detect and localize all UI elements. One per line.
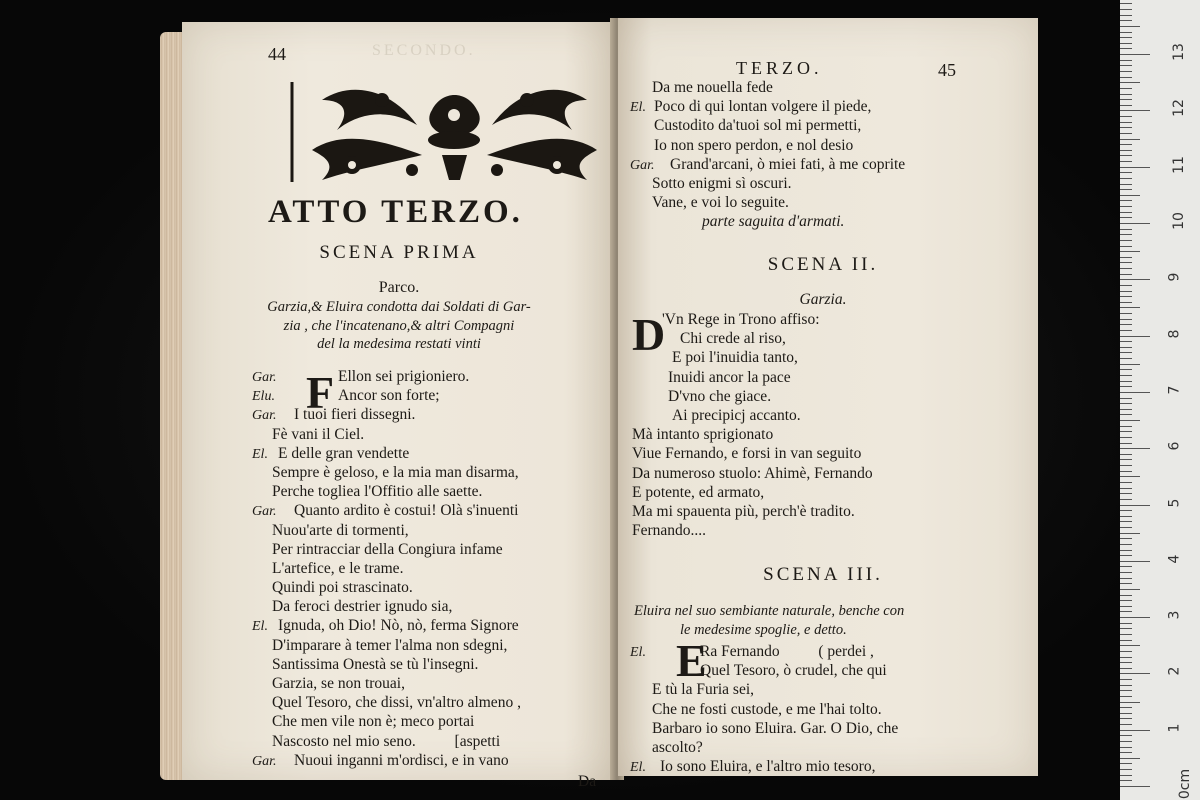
ruler-tick — [1120, 409, 1132, 410]
dialogue-line — [630, 680, 898, 699]
speaker: Elu. — [252, 389, 275, 405]
dialogue-block — [630, 642, 898, 776]
ruler-tick — [1120, 443, 1132, 444]
dialogue-line — [252, 521, 521, 540]
stage-direction — [630, 212, 905, 231]
ruler-tick — [1120, 88, 1132, 89]
ruler-tick — [1120, 657, 1132, 658]
line-text: Nascosto nel mio seno. [aspetti — [272, 732, 501, 750]
left-page-number: 44 — [268, 44, 286, 64]
ruler-tick — [1120, 313, 1132, 314]
line-text: parte saguita d'armati. — [702, 213, 845, 231]
ruler-tick — [1120, 786, 1150, 787]
ruler-tick — [1120, 707, 1132, 708]
right-page — [618, 18, 1038, 776]
ruler-tick — [1120, 718, 1132, 719]
dialogue-line — [252, 425, 521, 444]
ruler-tick — [1120, 533, 1140, 534]
ruler-label: 4 — [1166, 554, 1183, 564]
line-text: ascolto? — [652, 738, 703, 756]
ruler-tick — [1120, 651, 1132, 652]
ruler-tick — [1120, 82, 1140, 83]
line-text: Ra Fernando ( perdei , — [700, 643, 874, 660]
line-text: Ellon sei prigioniero. — [338, 368, 470, 385]
drop-capital: E — [676, 635, 707, 686]
ruler-tick — [1120, 448, 1150, 449]
ruler-tick — [1120, 240, 1132, 241]
verse-line: E poi l'inuidia tanto, — [672, 349, 798, 367]
line-text: Vane, e voi lo seguite. — [652, 194, 789, 212]
ruler-tick — [1120, 358, 1132, 359]
ruler-tick — [1120, 336, 1150, 337]
drop-capital: F — [306, 367, 335, 418]
ruler-label: 1 — [1166, 723, 1183, 733]
dialogue-block — [252, 367, 521, 770]
ruler-tick — [1120, 144, 1132, 145]
ruler-tick — [1120, 505, 1150, 506]
ruler-tick — [1120, 628, 1132, 629]
ruler-tick — [1120, 634, 1132, 635]
dialogue-line — [252, 597, 521, 616]
dialogue-block — [630, 78, 905, 232]
ruler-tick — [1120, 319, 1132, 320]
ruler-label: 13 — [1170, 43, 1187, 62]
line-text: Per rintracciar della Congiura infame — [272, 540, 503, 558]
ruler-label: 7 — [1166, 385, 1183, 395]
verse-line: Viue Fernando, e forsi in van seguito — [632, 445, 862, 463]
ruler-tick — [1120, 662, 1132, 663]
dialogue-line — [630, 116, 905, 135]
stage-direction-line: del la medesima restati vinti — [317, 336, 481, 352]
ruler-tick — [1120, 578, 1132, 579]
stage-direction-line: le medesime spoglie, e detto. — [680, 621, 847, 638]
ruler-tick — [1120, 3, 1132, 4]
ruler-tick — [1120, 48, 1132, 49]
ruler-tick — [1120, 291, 1132, 292]
dialogue-line — [630, 719, 898, 738]
drop-capital: D — [632, 309, 666, 360]
ruler-tick — [1120, 595, 1132, 596]
dialogue-line — [630, 700, 898, 719]
ruler-tick — [1120, 375, 1132, 376]
ruler-tick — [1120, 161, 1132, 162]
ruler-tick — [1120, 690, 1132, 691]
ruler-tick — [1120, 20, 1132, 21]
stage-direction-line: Garzia,& Eluira condotta dai Soldati di Gar- — [267, 299, 531, 315]
ruler-tick — [1120, 572, 1132, 573]
ruler-tick — [1120, 37, 1132, 38]
line-text: Poco di qui lontan volgere il piede, — [654, 98, 872, 116]
ruler-tick — [1120, 747, 1132, 748]
scene-3-title: SCENA III. — [763, 564, 883, 585]
ruler-tick — [1120, 724, 1132, 725]
ruler-tick — [1120, 673, 1150, 674]
scene-setting: Parco. — [378, 279, 420, 296]
ruler-tick — [1120, 561, 1150, 562]
ruler-tick — [1120, 200, 1132, 201]
verse-block — [632, 310, 873, 540]
ruler-tick — [1120, 679, 1132, 680]
dialogue-line — [252, 405, 521, 424]
ruler-tick — [1120, 324, 1132, 325]
left-page — [182, 22, 616, 790]
line-text: Ancor son forte; — [338, 387, 440, 405]
line-text: Garzia, se non trouai, — [272, 675, 405, 692]
ruler-tick — [1120, 77, 1132, 78]
ruler-tick — [1120, 285, 1132, 286]
dialogue-line — [252, 578, 521, 597]
verse-line: Chi crede al riso, — [680, 330, 786, 348]
ruler-tick — [1120, 54, 1150, 55]
ruler-tick — [1120, 493, 1132, 494]
ruler-tick — [1120, 296, 1132, 297]
ruler-tick — [1120, 668, 1132, 669]
ruler-label: 5 — [1166, 498, 1183, 507]
line-text: E tù la Furia sei, — [652, 681, 755, 699]
ruler-tick — [1120, 459, 1132, 460]
ruler-tick — [1120, 206, 1132, 207]
ruler-tick — [1120, 431, 1132, 432]
speaker: El. — [252, 619, 268, 635]
scene-2-title: SCENA II. — [767, 254, 879, 275]
ruler-tick — [1120, 352, 1132, 353]
line-text: Grand'arcani, ò miei fati, à me coprite — [670, 155, 906, 173]
dialogue-line — [252, 444, 521, 463]
dialogue-line — [630, 661, 898, 680]
speaker: Gar. — [630, 157, 655, 173]
ruler-tick — [1120, 246, 1132, 247]
right-page-number: 45 — [938, 60, 956, 80]
ruler-tick — [1120, 364, 1140, 365]
ruler-tick — [1120, 403, 1132, 404]
ruler-tick — [1120, 420, 1140, 421]
ruler-tick — [1120, 139, 1140, 140]
line-text: Da me nouella fede — [652, 79, 773, 96]
ruler-tick — [1120, 257, 1132, 258]
dialogue-line — [252, 482, 521, 501]
dialogue-line — [252, 636, 521, 655]
ruler-tick — [1120, 341, 1132, 342]
ruler-label: 3 — [1166, 610, 1183, 620]
ruler-tick — [1120, 476, 1140, 477]
ruler-tick — [1120, 392, 1150, 393]
ruler-tick — [1120, 94, 1132, 95]
ruler-tick — [1120, 640, 1132, 641]
speaker: Gar. — [252, 504, 277, 520]
line-text: Nuoui inganni m'ordisci, e in vano — [294, 751, 509, 769]
ruler-tick — [1120, 229, 1132, 230]
speaker: El. — [630, 100, 646, 116]
dialogue-line — [630, 155, 905, 174]
ruler-tick — [1120, 110, 1150, 111]
ruler-tick — [1120, 730, 1150, 731]
act-title: ATTO TERZO. — [268, 194, 523, 230]
line-text: Io non spero perdon, e nol desio — [654, 136, 854, 154]
ruler-tick — [1120, 330, 1132, 331]
ruler-tick — [1120, 544, 1132, 545]
speaker: El. — [630, 645, 646, 660]
ruler-tick — [1120, 133, 1132, 134]
ruler-label: 12 — [1170, 99, 1187, 118]
ruler-tick — [1120, 223, 1150, 224]
line-text: I tuoi fieri dissegni. — [294, 406, 416, 424]
line-text: Ignuda, oh Dio! Nò, nò, ferma Signore — [278, 617, 519, 635]
ruler-tick — [1120, 26, 1140, 27]
ruler-tick — [1120, 758, 1140, 759]
ruler-tick — [1120, 155, 1132, 156]
ruler-label: 0cm — [1177, 768, 1194, 800]
line-text: Quel Tesoro, ò crudel, che qui — [700, 662, 887, 680]
line-text: Santissima Onestà se tù l'insegni. — [272, 655, 479, 673]
stage-direction — [182, 298, 616, 354]
show-through-text: SECONDO. — [372, 42, 476, 59]
ruler-tick — [1120, 274, 1132, 275]
line-text: Custodito da'tuoi sol mi permetti, — [654, 117, 862, 135]
line-text: Sempre è geloso, e la mia man disarma, — [272, 463, 519, 481]
ruler-tick — [1120, 251, 1140, 252]
ruler-tick — [1120, 521, 1132, 522]
speaker: El. — [252, 446, 268, 462]
ruler-tick — [1120, 212, 1132, 213]
line-text: Perche togliea l'Offitio alle saette. — [272, 483, 483, 501]
running-head: TERZO. — [736, 58, 823, 78]
open-book — [160, 18, 1050, 790]
ruler-tick — [1120, 99, 1132, 100]
ruler-tick — [1120, 9, 1132, 10]
ruler-tick — [1120, 713, 1132, 714]
ruler-tick — [1120, 600, 1132, 601]
stage-direction — [634, 602, 904, 639]
ruler-tick — [1120, 150, 1132, 151]
dialogue-line — [252, 616, 521, 635]
dialogue-line — [630, 757, 898, 776]
ruler-tick — [1120, 465, 1132, 466]
ruler-tick — [1120, 43, 1132, 44]
ruler-tick — [1120, 217, 1132, 218]
ruler-tick — [1120, 685, 1132, 686]
ruler-tick — [1120, 279, 1150, 280]
dialogue-line — [630, 78, 905, 97]
line-text: Da feroci destrier ignudo sia, — [272, 598, 453, 616]
dialogue-line — [252, 712, 521, 731]
stage-direction-line: zia , che l'incatenano,& altri Compagni — [283, 317, 515, 334]
ruler-tick — [1120, 268, 1132, 269]
ruler-tick — [1120, 437, 1132, 438]
line-text: Che ne fosti custode, e me l'hai tolto. — [652, 700, 882, 718]
ruler-tick — [1120, 262, 1132, 263]
ruler-tick — [1120, 780, 1132, 781]
ruler-tick — [1120, 735, 1132, 736]
line-text: Quel Tesoro, che dissi, vn'altro almeno , — [272, 694, 521, 712]
verse-line: Inuidi ancor la pace — [668, 368, 791, 386]
ruler-tick — [1120, 426, 1132, 427]
ruler-tick — [1120, 471, 1132, 472]
ruler-tick — [1120, 488, 1132, 489]
speaker: El. — [630, 760, 646, 776]
ruler-label: 8 — [1166, 329, 1183, 339]
ruler-label: 2 — [1166, 666, 1183, 676]
ruler-label: 9 — [1166, 272, 1183, 282]
ruler-tick — [1120, 566, 1132, 567]
verse-line: Ai precipicj accanto. — [672, 406, 801, 424]
speaker: Gar. — [252, 370, 277, 385]
line-text: Barbaro io sono Eluira. Gar. O Dio, che — [652, 719, 899, 737]
ruler-tick — [1120, 499, 1132, 500]
ruler-tick — [1120, 555, 1132, 556]
ruler-label: 6 — [1166, 441, 1183, 451]
ruler-tick — [1120, 482, 1132, 483]
ruler-tick — [1120, 702, 1140, 703]
verse-line: Fernando.... — [632, 522, 707, 540]
dialogue-line — [252, 693, 521, 712]
ruler-tick — [1120, 741, 1132, 742]
ruler-tick — [1120, 583, 1132, 584]
ruler-tick — [1120, 116, 1132, 117]
dialogue-line — [252, 386, 521, 405]
ruler-tick — [1120, 623, 1132, 624]
ruler-tick — [1120, 527, 1132, 528]
dialogue-line — [630, 97, 905, 116]
ruler-tick — [1120, 510, 1132, 511]
speaker: Gar. — [252, 408, 277, 424]
catchword: Da — [578, 773, 597, 790]
ruler-tick — [1120, 617, 1150, 618]
dialogue-line — [252, 674, 521, 693]
dialogue-line — [630, 193, 905, 212]
ruler-label: 11 — [1170, 155, 1187, 174]
ruler-tick — [1120, 763, 1132, 764]
line-text: Nuou'arte di tormenti, — [272, 521, 409, 539]
ruler-tick — [1120, 167, 1150, 168]
ruler-tick — [1120, 122, 1132, 123]
verse-line: Mà intanto sprigionato — [632, 426, 774, 444]
ruler-tick — [1120, 381, 1132, 382]
ruler-tick — [1120, 611, 1132, 612]
dialogue-line — [252, 732, 521, 751]
ruler-tick — [1120, 696, 1132, 697]
ruler-tick — [1120, 414, 1132, 415]
ruler-tick — [1120, 347, 1132, 348]
speaker: Gar. — [252, 753, 277, 769]
ruler-tick — [1120, 752, 1132, 753]
verse-line: 'Vn Rege in Trono affiso: — [662, 311, 820, 328]
ruler-tick — [1120, 189, 1132, 190]
verse-line: Ma mi spauenta più, perch'è tradito. — [632, 502, 855, 520]
verse-line: D'vno che giace. — [668, 387, 772, 405]
line-text: L'artefice, e le trame. — [272, 559, 404, 577]
line-text: Quindi poi strascinato. — [272, 579, 413, 597]
ruler-tick — [1120, 65, 1132, 66]
dialogue-line — [252, 463, 521, 482]
ruler-tick — [1120, 769, 1132, 770]
dialogue-line — [252, 751, 521, 770]
measurement-ruler — [1120, 0, 1200, 800]
ruler-tick — [1120, 454, 1132, 455]
dialogue-line — [252, 501, 521, 520]
dialogue-line — [252, 655, 521, 674]
dialogue-line — [252, 540, 521, 559]
line-text: Io sono Eluira, e l'altro mio tesoro, — [660, 758, 876, 776]
verse-line: Da numeroso stuolo: Ahimè, Fernando — [632, 464, 873, 482]
ruler-tick — [1120, 184, 1132, 185]
ruler-tick — [1120, 307, 1140, 308]
ruler-tick — [1120, 178, 1132, 179]
dialogue-line — [630, 174, 905, 193]
ruler-tick — [1120, 606, 1132, 607]
ruler-tick — [1120, 386, 1132, 387]
dialogue-line — [630, 642, 898, 661]
line-text: Sotto enigmi sì oscuri. — [652, 174, 792, 192]
dialogue-line — [630, 136, 905, 155]
ruler-tick — [1120, 775, 1132, 776]
ruler-tick — [1120, 234, 1132, 235]
ruler-tick — [1120, 398, 1132, 399]
ruler-tick — [1120, 105, 1132, 106]
line-text: Fè vani il Ciel. — [272, 425, 365, 443]
line-text: D'imparare à temer l'alma non sdegni, — [272, 636, 508, 654]
ruler-tick — [1120, 538, 1132, 539]
ruler-tick — [1120, 302, 1132, 303]
ruler-tick — [1120, 589, 1140, 590]
ruler-tick — [1120, 32, 1132, 33]
floral-ornament-headpiece — [282, 70, 627, 190]
ruler-tick — [1120, 516, 1132, 517]
ruler-tick — [1120, 60, 1132, 61]
dialogue-line — [252, 367, 521, 386]
ruler-tick — [1120, 369, 1132, 370]
dialogue-line — [630, 738, 898, 757]
line-text: Quanto ardito è costui! Olà s'inuenti — [294, 502, 519, 520]
ruler-tick — [1120, 127, 1132, 128]
ruler-tick — [1120, 172, 1132, 173]
verse-line: E potente, ed armato, — [632, 483, 765, 501]
ruler-label: 10 — [1170, 212, 1187, 230]
ruler-tick — [1120, 15, 1132, 16]
scene-title: SCENA PRIMA — [319, 242, 479, 263]
ruler-tick — [1120, 550, 1132, 551]
scene-2-speaker: Garzia. — [799, 291, 847, 308]
ruler-tick — [1120, 195, 1140, 196]
ruler-tick — [1120, 71, 1132, 72]
line-text: Che men vile non è; meco portai — [272, 713, 475, 731]
dialogue-line — [252, 559, 521, 578]
ruler-tick — [1120, 645, 1140, 646]
stage-direction-line: Eluira nel suo sembiante naturale, benche con — [634, 603, 905, 619]
line-text: E delle gran vendette — [278, 444, 410, 462]
